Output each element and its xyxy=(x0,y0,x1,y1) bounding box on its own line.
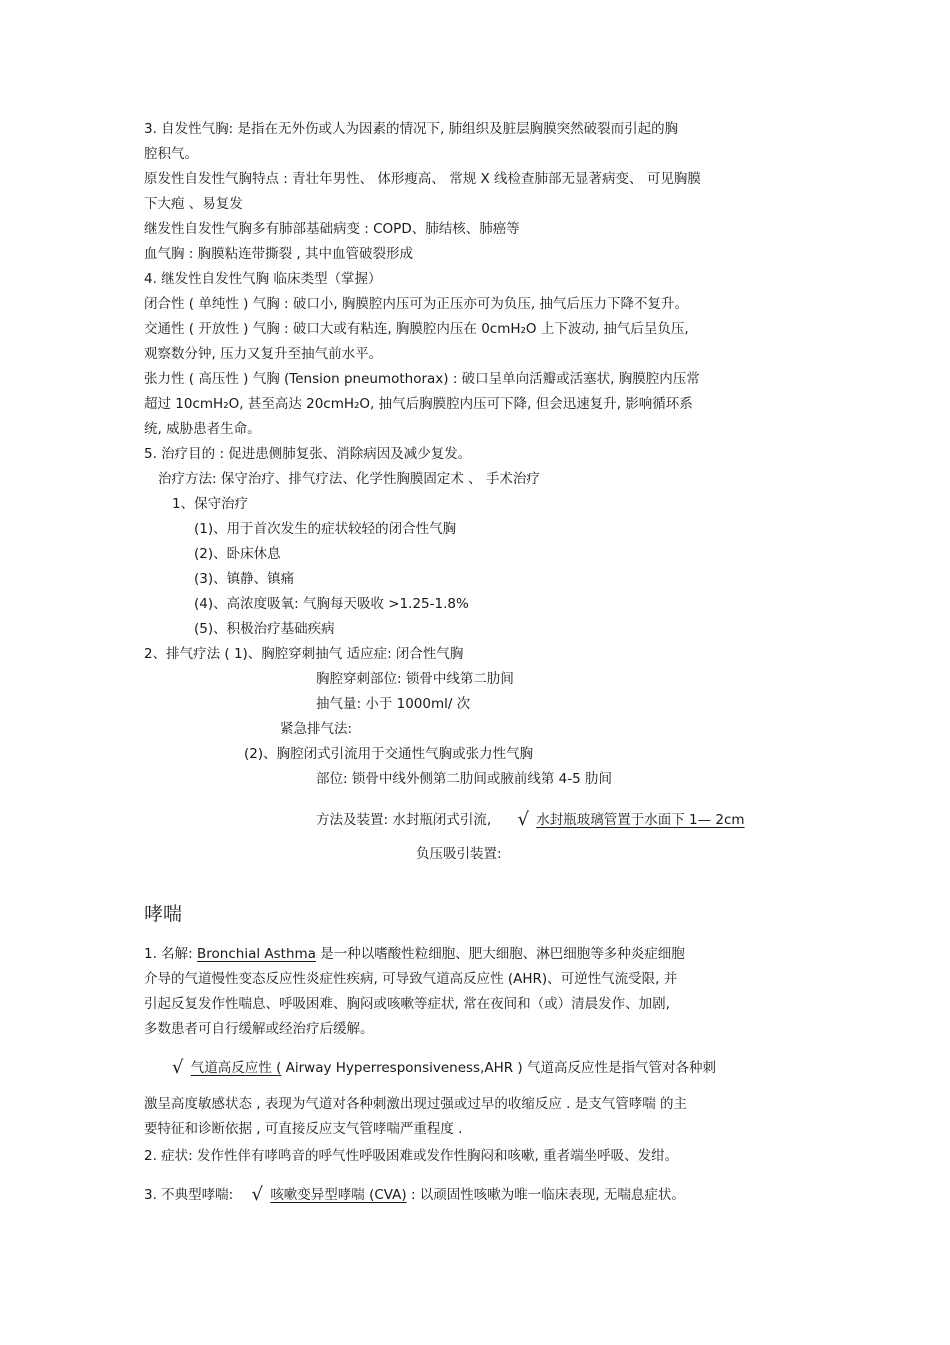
ahr-text: Airway Hyperresponsiveness,AHR ) 气道高反应性是指气管对各种刺 xyxy=(285,1060,716,1076)
line-conservative-1: (1)、用于首次发生的症状较轻的闭合性气胸 xyxy=(194,521,457,537)
line-primary-features-cont: 下大疱 、易复发 xyxy=(144,196,243,212)
method-detail: 水封瓶玻璃管置于水面下 1— 2cm xyxy=(536,812,745,828)
line-negative-pressure: 负压吸引装置: xyxy=(416,846,502,862)
ahr-term: 气道高反应性 ( xyxy=(190,1060,282,1076)
line-asthma-def-cont: 介导的气道慢性变态反应性炎症性疾病, 可导致气道高反应性 (AHR)、可逆性气流受限, 并 xyxy=(144,971,678,987)
line-hemopneumothorax: 血气胸 : 胸膜粘连带撕裂 , 其中血管破裂形成 xyxy=(144,246,414,262)
line-ahr xyxy=(172,1058,716,1077)
line-clinical-types: 4. 继发性自发性气胸 临床类型（掌握） xyxy=(144,271,382,287)
line-drainage-site: 部位: 锁骨中线外侧第二肋间或腋前线第 4-5 肋间 xyxy=(316,771,612,787)
line-tension-type: 张力性 ( 高压性 ) 气胸 (Tension pneumothorax) : 破口呈单向活瓣或活塞状, 胸膜腔内压常 xyxy=(144,371,700,387)
atypical-text: : 以顽固性咳嗽为唯一临床表现, 无喘息症状。 xyxy=(410,1187,685,1203)
line-tension-type-cont2: 统, 威胁患者生命。 xyxy=(144,421,261,437)
line-treatment-goal: 5. 治疗目的 : 促进患侧肺复张、消除病因及减少复发。 xyxy=(144,446,472,462)
line-treatment-methods: 治疗方法: 保守治疗、排气疗法、化学性胸膜固定术 、 手术治疗 xyxy=(158,471,540,487)
method-label: 方法及装置: 水封瓶闭式引流, xyxy=(316,812,492,828)
line-puncture-site: 胸腔穿刺部位: 锁骨中线第二肋间 xyxy=(316,671,514,687)
check-icon: √ xyxy=(517,809,529,830)
line-ahr-cont2: 要特征和诊断依据 , 可直接反应支气管哮喘严重程度 . xyxy=(144,1121,463,1137)
line-symptoms: 2. 症状: 发作性伴有哮鸣音的呼气性呼吸困难或发作性胸闷和咳嗽, 重者端坐呼吸、发绀。 xyxy=(144,1148,679,1164)
line-asthma-def-cont2: 引起反复发作性喘息、呼吸困难、胸闷或咳嗽等症状, 常在夜间和（或）清晨发作、加剧, xyxy=(144,996,670,1012)
def-text: 是一种以嗜酸性粒细胞、肥大细胞、淋巴细胞等多种炎症细胞 xyxy=(320,946,685,962)
line-secondary: 继发性自发性气胸多有肺部基础病变 : COPD、肺结核、肺癌等 xyxy=(144,221,520,237)
line-asthma-def-cont3: 多数患者可自行缓解或经治疗后缓解。 xyxy=(144,1021,374,1037)
line-atypical xyxy=(144,1185,685,1204)
atypical-label: 3. 不典型哮喘: xyxy=(144,1187,234,1203)
line-aspiration-volume: 抽气量: 小于 1000ml/ 次 xyxy=(316,696,471,712)
line-closed-drainage: (2)、胸腔闭式引流用于交通性气胸或张力性气胸 xyxy=(244,746,534,762)
line-ahr-cont: 激呈高度敏感状态 , 表现为气道对各种刺激出现过强或过早的收缩反应 . 是支气管哮喘 的主 xyxy=(144,1096,688,1112)
def-label: 1. 名解: xyxy=(144,946,193,962)
line-open-type-cont: 观察数分钟, 压力又复升至抽气前水平。 xyxy=(144,346,383,362)
line-conservative-4: (4)、高浓度吸氧: 气胸每天吸收 >1.25-1.8% xyxy=(194,596,469,612)
line-asthma-def xyxy=(144,945,685,963)
section-heading-asthma: 哮喘 xyxy=(144,903,183,925)
check-icon: √ xyxy=(172,1057,184,1078)
cva-term: 咳嗽变异型哮喘 (CVA) xyxy=(270,1187,407,1203)
line-drainage: 2、排气疗法 ( 1)、胸腔穿刺抽气 适应症: 闭合性气胸 xyxy=(144,646,464,662)
line-closed-type: 闭合性 ( 单纯性 ) 气胸 : 破口小, 胸膜腔内压可为正压亦可为负压, 抽气后压力下降不复升。 xyxy=(144,296,688,312)
line-pneumothorax-def-cont: 腔积气。 xyxy=(144,146,198,162)
line-conservative-2: (2)、卧床休息 xyxy=(194,546,281,562)
line-tension-type-cont: 超过 10cmH₂O, 甚至高达 20cmH₂O, 抽气后胸膜腔内压可下降, 但会迅速复升, 影响循环系 xyxy=(144,396,693,412)
line-emergency: 紧急排气法: xyxy=(280,721,353,737)
line-open-type: 交通性 ( 开放性 ) 气胸 : 破口大或有粘连, 胸膜腔内压在 0cmH₂O 上下波动, 抽气后呈负压, xyxy=(144,321,689,337)
asthma-term: Bronchial Asthma xyxy=(197,946,316,962)
line-conservative-5: (5)、积极治疗基础疾病 xyxy=(194,621,335,637)
line-conservative-3: (3)、镇静、镇痛 xyxy=(194,571,295,587)
line-primary-features: 原发性自发性气胸特点 : 青壮年男性、 体形瘦高、 常规 X 线检查肺部无显著病变、 可见胸膜 xyxy=(144,171,701,187)
line-pneumothorax-def: 3. 自发性气胸: 是指在无外伤或人为因素的情况下, 肺组织及脏层胸膜突然破裂而引起的胸 xyxy=(144,121,679,137)
line-conservative: 1、保守治疗 xyxy=(172,496,249,512)
check-icon: √ xyxy=(251,1184,264,1205)
line-drainage-method xyxy=(316,810,745,829)
